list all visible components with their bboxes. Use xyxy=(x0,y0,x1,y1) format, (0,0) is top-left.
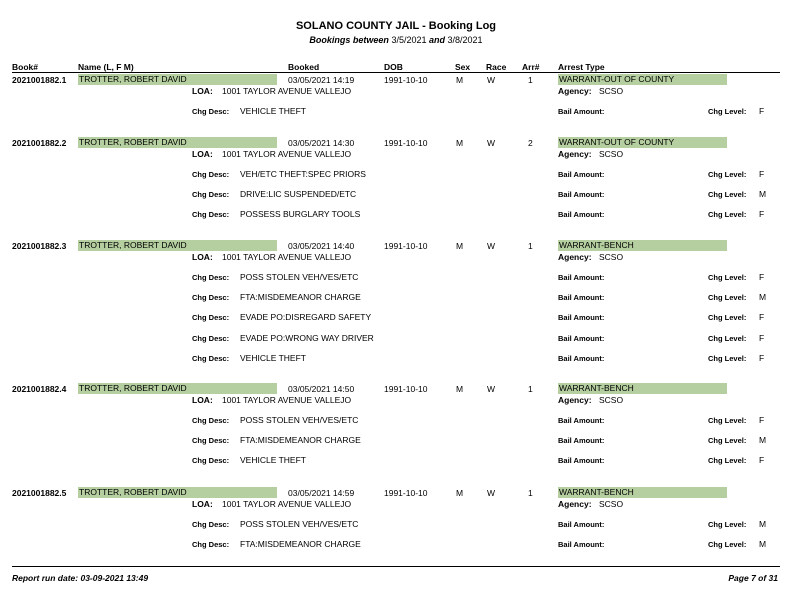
date-of-birth: 1991-10-10 xyxy=(384,138,428,148)
loa-label: LOA: xyxy=(192,252,213,262)
charge-level: F xyxy=(759,332,765,343)
bail-amount-label: Bail Amount: xyxy=(558,333,605,343)
charge-desc-label: Chg Desc: xyxy=(192,170,230,179)
charge-level: F xyxy=(759,455,765,466)
charge-desc-label: Chg Desc: xyxy=(192,456,230,466)
loa-value: 1001 TAYLOR AVENUE VALLEJO xyxy=(222,395,352,405)
arrest-number: 1 xyxy=(528,384,533,394)
charge-level: F xyxy=(759,209,765,220)
book-number: 2021001882.3 xyxy=(12,241,67,251)
agency-value: SCSO xyxy=(599,86,624,96)
bail-amount-label: Bail Amount: xyxy=(558,293,605,303)
charge-level: F xyxy=(759,415,765,425)
charge-desc-label: Chg Desc: xyxy=(192,107,230,116)
report-subtitle xyxy=(0,35,792,45)
arrest-number: 2 xyxy=(528,138,533,148)
footer-divider xyxy=(12,566,780,567)
charge-level: F xyxy=(759,106,765,116)
col-header-sex: Sex xyxy=(455,62,471,72)
loa-value: 1001 TAYLOR AVENUE VALLEJO xyxy=(222,86,352,96)
col-header-name: Name (L, F M) xyxy=(78,62,134,72)
charge-description: POSS STOLEN VEH/VES/ETC xyxy=(240,415,359,425)
charge-desc-label: Chg Desc: xyxy=(192,333,230,343)
bail-amount-label: Bail Amount: xyxy=(558,353,605,363)
bail-amount-label: Bail Amount: xyxy=(558,313,605,323)
col-header-booked: Booked xyxy=(288,62,320,72)
loa-value: 1001 TAYLOR AVENUE VALLEJO xyxy=(222,252,352,262)
sex: M xyxy=(456,384,464,394)
loa-label: LOA: xyxy=(192,499,213,509)
charge-desc-label: Chg Desc: xyxy=(192,540,230,550)
header-divider xyxy=(12,72,780,73)
charge-description: VEHICLE THEFT xyxy=(240,352,306,363)
sex: M xyxy=(456,138,464,148)
agency-value: SCSO xyxy=(599,499,624,509)
col-header-book: Book# xyxy=(12,62,38,72)
booked-datetime: 03/05/2021 14:50 xyxy=(288,384,355,394)
bail-amount-label: Bail Amount: xyxy=(558,416,605,425)
arrest-type: WARRANT-BENCH xyxy=(558,240,727,251)
charge-level-label: Chg Level: xyxy=(708,273,747,282)
arrest-type: WARRANT-BENCH xyxy=(558,487,727,498)
agency-value: SCSO xyxy=(599,252,624,262)
booked-datetime: 03/05/2021 14:59 xyxy=(288,488,355,498)
inmate-name: TROTTER, ROBERT DAVID xyxy=(78,74,277,85)
charge-desc-label: Chg Desc: xyxy=(192,436,230,446)
col-header-arrest-type: Arrest Type xyxy=(558,62,605,72)
inmate-name: TROTTER, ROBERT DAVID xyxy=(78,137,277,148)
inmate-name: TROTTER, ROBERT DAVID xyxy=(78,487,277,498)
race: W xyxy=(487,75,496,85)
bail-amount-label: Bail Amount: xyxy=(558,170,605,179)
charge-description: VEHICLE THEFT xyxy=(240,106,306,116)
col-header-arr: Arr# xyxy=(522,62,540,72)
book-number: 2021001882.4 xyxy=(12,384,67,394)
charge-description: EVADE PO:WRONG WAY DRIVER xyxy=(240,332,374,343)
bail-amount-label: Bail Amount: xyxy=(558,210,605,220)
charge-level-label: Chg Level: xyxy=(708,170,747,179)
agency-label: Agency: xyxy=(558,149,592,159)
subtitle-and: and xyxy=(429,35,446,45)
charge-level-label: Chg Level: xyxy=(708,456,747,466)
loa-value: 1001 TAYLOR AVENUE VALLEJO xyxy=(222,499,352,509)
charge-level-label: Chg Level: xyxy=(708,210,747,220)
book-number: 2021001882.5 xyxy=(12,488,67,498)
charge-level: M xyxy=(759,189,767,200)
charge-level-label: Chg Level: xyxy=(708,190,747,200)
arrest-number: 1 xyxy=(528,241,533,251)
charge-description: DRIVE:LIC SUSPENDED/ETC xyxy=(240,189,357,200)
arrest-type: WARRANT-OUT OF COUNTY xyxy=(558,74,727,85)
charge-description: POSS STOLEN VEH/VES/ETC xyxy=(240,272,359,282)
charge-level-label: Chg Level: xyxy=(708,107,747,116)
report-title: SOLANO COUNTY JAIL - Booking Log xyxy=(295,20,497,32)
charge-level: M xyxy=(759,292,767,303)
charge-description: FTA:MISDEMEANOR CHARGE xyxy=(240,435,361,446)
bail-amount-label: Bail Amount: xyxy=(558,190,605,200)
bail-amount-label: Bail Amount: xyxy=(558,520,605,529)
arrest-number: 1 xyxy=(528,488,533,498)
book-number: 2021001882.2 xyxy=(12,138,67,148)
charge-desc-label: Chg Desc: xyxy=(192,210,230,220)
charge-level-label: Chg Level: xyxy=(708,520,747,529)
charge-level: F xyxy=(759,312,765,323)
agency-value: SCSO xyxy=(599,149,624,159)
charge-level-label: Chg Level: xyxy=(708,293,747,303)
charge-desc-label: Chg Desc: xyxy=(192,416,230,425)
charge-description: POSS STOLEN VEH/VES/ETC xyxy=(240,519,359,529)
charge-desc-label: Chg Desc: xyxy=(192,313,230,323)
agency-label: Agency: xyxy=(558,395,592,405)
loa-value: 1001 TAYLOR AVENUE VALLEJO xyxy=(222,149,352,159)
charge-description: VEHICLE THEFT xyxy=(240,455,306,466)
charge-level-label: Chg Level: xyxy=(708,353,747,363)
end-date: 3/8/2021 xyxy=(447,35,483,45)
arrest-type: WARRANT-BENCH xyxy=(558,383,727,394)
charge-desc-label: Chg Desc: xyxy=(192,520,230,529)
loa-label: LOA: xyxy=(192,86,213,96)
arrest-number: 1 xyxy=(528,75,533,85)
booking-record xyxy=(0,74,792,116)
booked-datetime: 03/05/2021 14:30 xyxy=(288,138,355,148)
booking-record xyxy=(0,487,792,550)
race: W xyxy=(487,488,496,498)
start-date: 3/5/2021 xyxy=(391,35,427,45)
booking-record xyxy=(0,383,792,466)
charge-description: FTA:MISDEMEANOR CHARGE xyxy=(240,539,361,550)
date-of-birth: 1991-10-10 xyxy=(384,75,428,85)
loa-label: LOA: xyxy=(192,149,213,159)
charge-desc-label: Chg Desc: xyxy=(192,273,230,282)
charge-level: M xyxy=(759,435,767,446)
col-header-race: Race xyxy=(486,62,507,72)
book-number: 2021001882.1 xyxy=(12,75,67,85)
booked-datetime: 03/05/2021 14:19 xyxy=(288,75,355,85)
arrest-type: WARRANT-OUT OF COUNTY xyxy=(558,137,727,148)
charge-level-label: Chg Level: xyxy=(708,333,747,343)
charge-description: POSSESS BURGLARY TOOLS xyxy=(240,209,361,220)
booking-record xyxy=(0,137,792,220)
charge-level-label: Chg Level: xyxy=(708,540,747,550)
loa-label: LOA: xyxy=(192,395,213,405)
charge-level: F xyxy=(759,169,765,179)
charge-description: FTA:MISDEMEANOR CHARGE xyxy=(240,292,361,303)
agency-label: Agency: xyxy=(558,252,592,262)
charge-desc-label: Chg Desc: xyxy=(192,353,230,363)
inmate-name: TROTTER, ROBERT DAVID xyxy=(78,240,277,251)
charge-level-label: Chg Level: xyxy=(708,436,747,446)
charge-level: M xyxy=(759,539,767,550)
agency-value: SCSO xyxy=(599,395,624,405)
race: W xyxy=(487,241,496,251)
page-number: Page 7 of 31 xyxy=(728,573,778,583)
charge-level: M xyxy=(759,519,767,529)
charge-level-label: Chg Level: xyxy=(708,416,747,425)
date-of-birth: 1991-10-10 xyxy=(384,488,428,498)
subtitle-prefix: Bookings between xyxy=(309,35,389,45)
booked-datetime: 03/05/2021 14:40 xyxy=(288,241,355,251)
charge-desc-label: Chg Desc: xyxy=(192,293,230,303)
charge-desc-label: Chg Desc: xyxy=(192,190,230,200)
bail-amount-label: Bail Amount: xyxy=(558,540,605,550)
report-run-date: Report run date: 03-09-2021 13:49 xyxy=(12,573,149,583)
charge-level: F xyxy=(759,352,765,363)
race: W xyxy=(487,138,496,148)
bail-amount-label: Bail Amount: xyxy=(558,107,605,116)
bail-amount-label: Bail Amount: xyxy=(558,436,605,446)
col-header-dob: DOB xyxy=(384,62,403,72)
charge-level: F xyxy=(759,272,765,282)
agency-label: Agency: xyxy=(558,86,592,96)
sex: M xyxy=(456,75,464,85)
date-of-birth: 1991-10-10 xyxy=(384,241,428,251)
sex: M xyxy=(456,488,464,498)
bail-amount-label: Bail Amount: xyxy=(558,273,605,282)
agency-label: Agency: xyxy=(558,499,592,509)
charge-description: VEH/ETC THEFT:SPEC PRIORS xyxy=(240,169,366,179)
date-of-birth: 1991-10-10 xyxy=(384,384,428,394)
charge-level-label: Chg Level: xyxy=(708,313,747,323)
booking-record xyxy=(0,240,792,363)
inmate-name: TROTTER, ROBERT DAVID xyxy=(78,383,277,394)
sex: M xyxy=(456,241,464,251)
bail-amount-label: Bail Amount: xyxy=(558,456,605,466)
charge-description: EVADE PO:DISREGARD SAFETY xyxy=(240,312,372,323)
race: W xyxy=(487,384,496,394)
